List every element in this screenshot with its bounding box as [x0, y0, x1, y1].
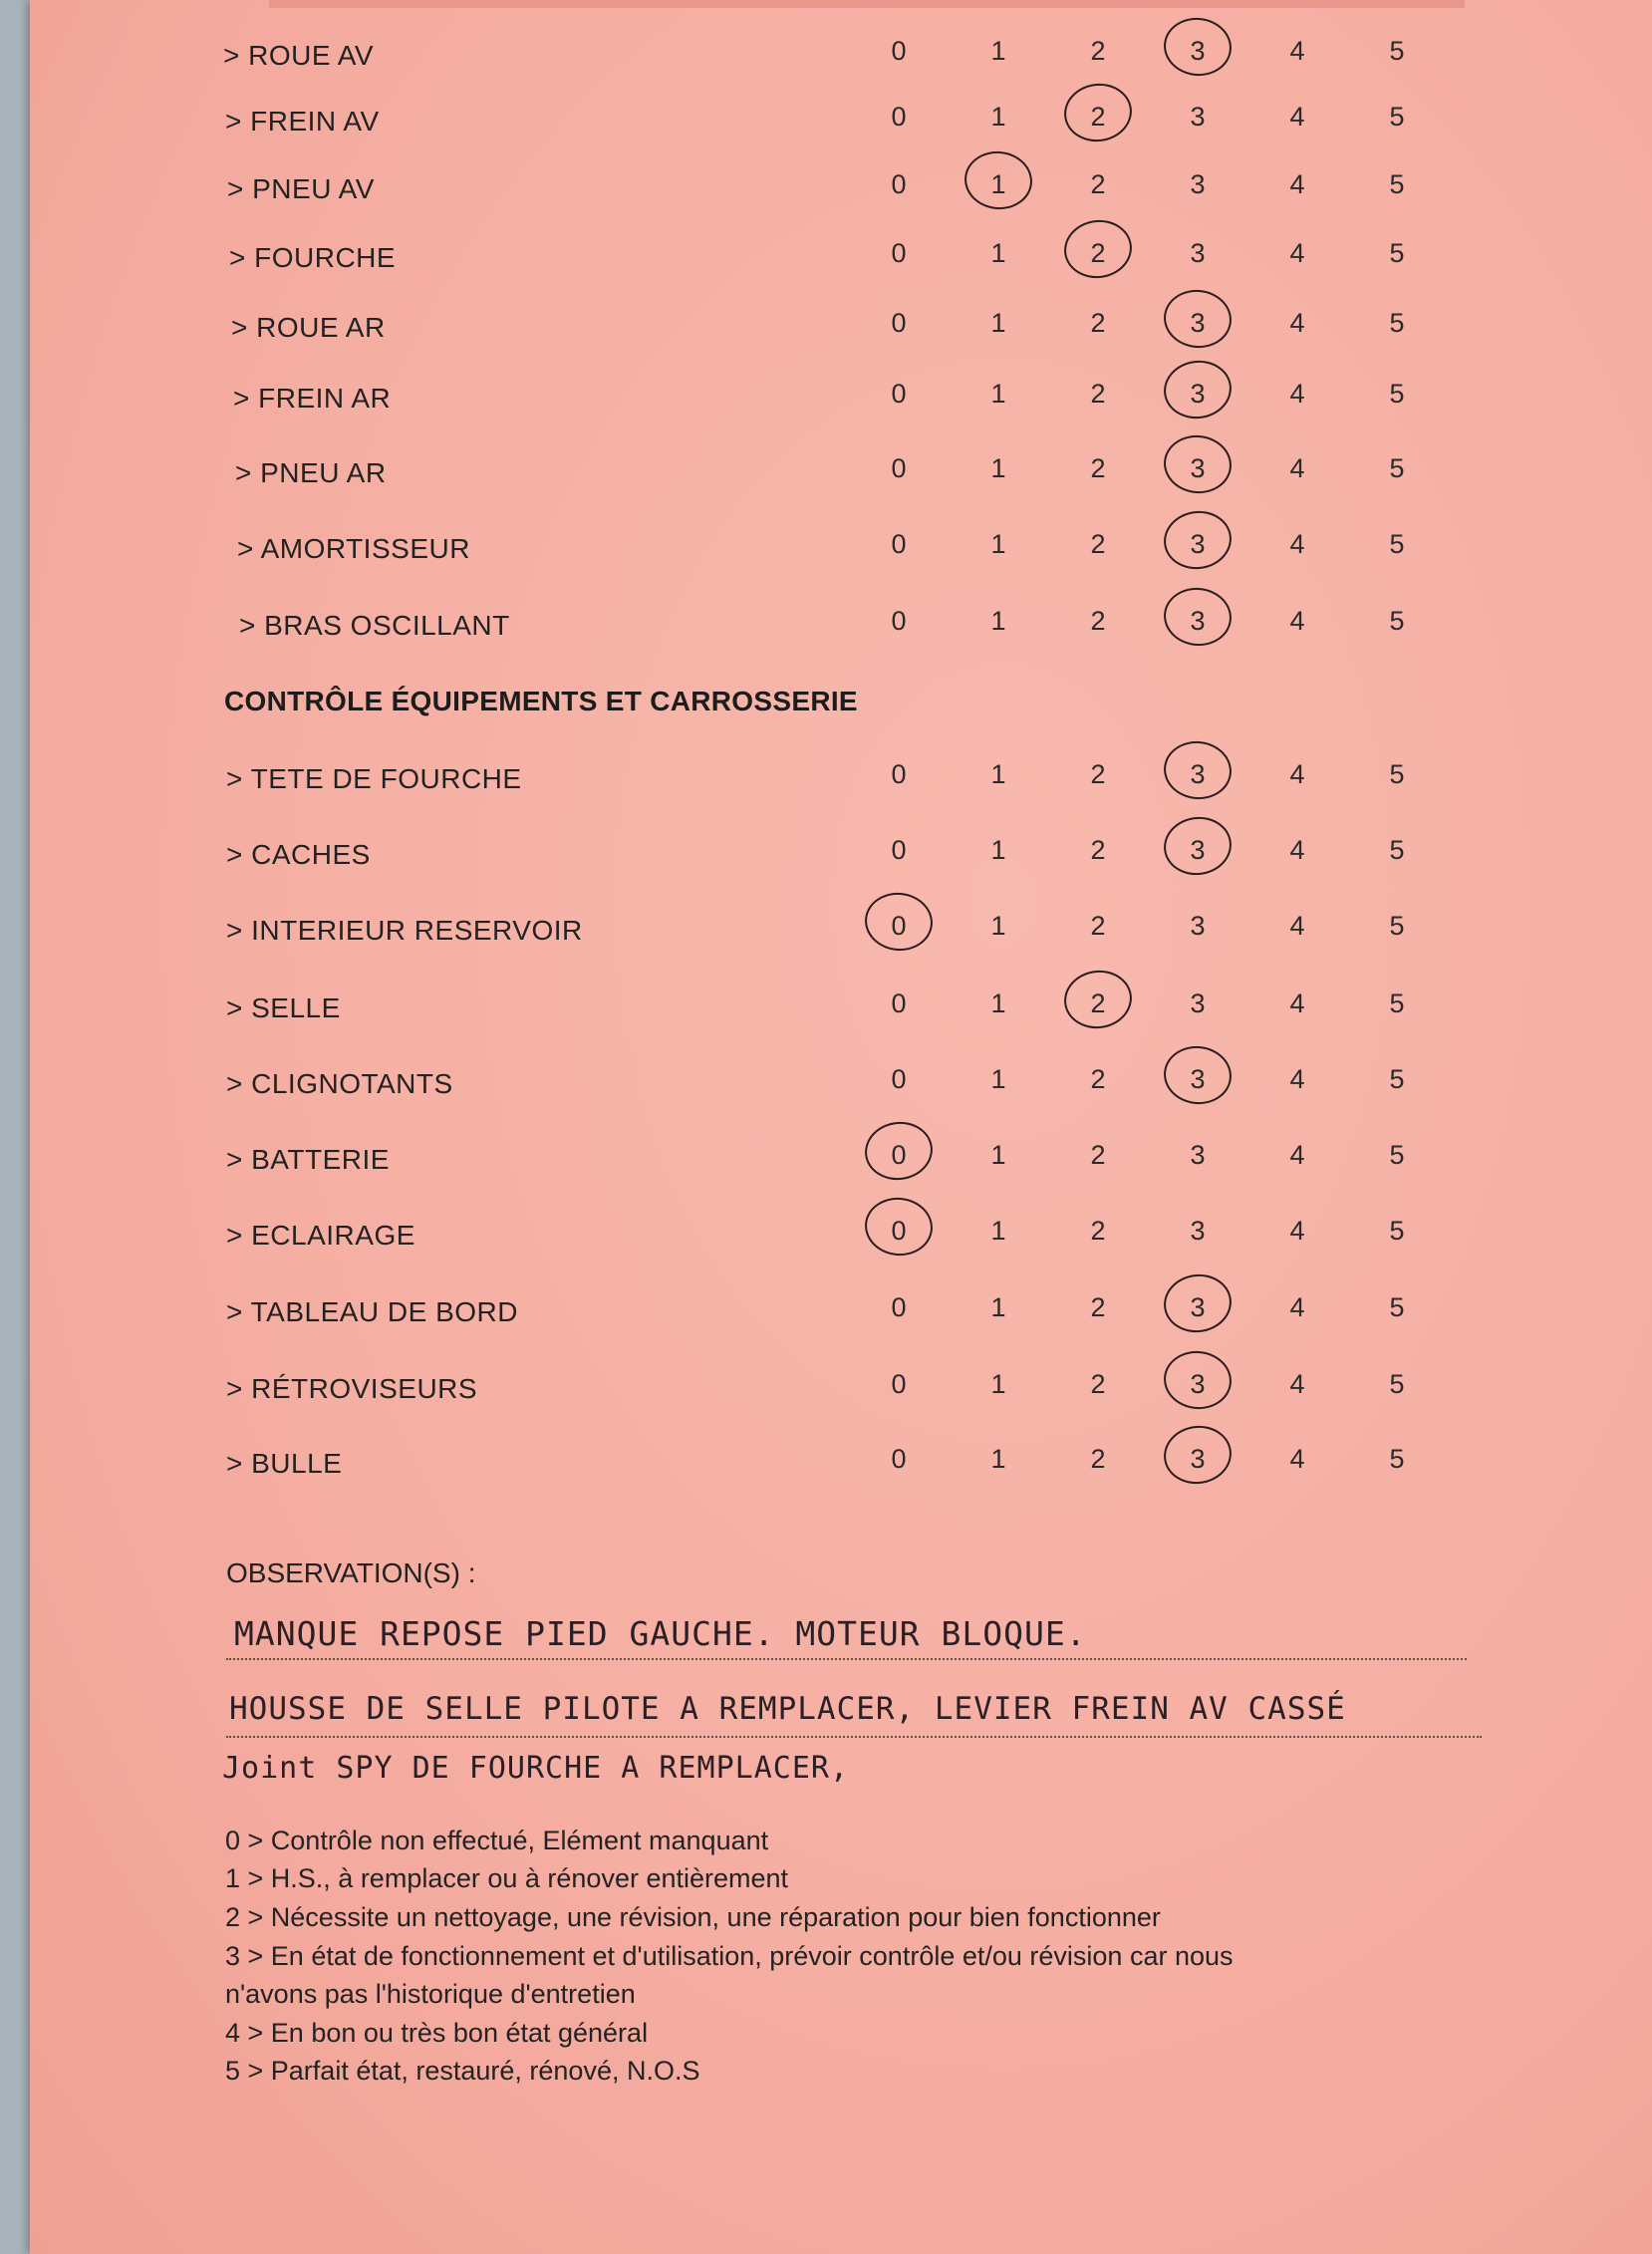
- score-2: 2: [1090, 36, 1106, 66]
- score-5: 5: [1389, 835, 1405, 865]
- score-4: 4: [1289, 169, 1305, 199]
- score-5: 5: [1389, 102, 1405, 132]
- score-3: 3: [1190, 36, 1206, 66]
- score-1: 1: [990, 169, 1006, 199]
- score-1: 1: [990, 36, 1006, 66]
- score-4: 4: [1289, 453, 1305, 483]
- score-3: 3: [1190, 1216, 1206, 1246]
- row-label: > ROUE AR: [231, 312, 386, 343]
- score-1: 1: [990, 453, 1006, 483]
- legend-line-3-continued: n'avons pas l'historique d'entretien: [225, 1979, 636, 2009]
- score-1: 1: [990, 606, 1006, 636]
- score-1: 1: [990, 835, 1006, 865]
- score-3: 3: [1190, 988, 1206, 1018]
- score-2: 2: [1090, 529, 1106, 559]
- score-4: 4: [1289, 1064, 1305, 1094]
- row-label: > BATTERIE: [226, 1144, 390, 1175]
- row-label: > BULLE: [226, 1448, 343, 1479]
- score-1: 1: [990, 1444, 1006, 1474]
- score-3: 3: [1190, 835, 1206, 865]
- legend-line-2: 2 > Nécessite un nettoyage, une révision, une réparation pour bien fonctionner: [225, 1902, 1161, 1932]
- score-5: 5: [1389, 1444, 1405, 1474]
- score-3: 3: [1190, 308, 1206, 338]
- score-3: 3: [1190, 238, 1206, 268]
- score-3: 3: [1190, 169, 1206, 199]
- score-1: 1: [990, 102, 1006, 132]
- score-0: 0: [891, 36, 907, 66]
- score-1: 1: [990, 308, 1006, 338]
- score-0: 0: [891, 1444, 907, 1474]
- row-label: > SELLE: [226, 992, 341, 1023]
- legend-line-5: 5 > Parfait état, restauré, rénové, N.O.S: [225, 2056, 700, 2086]
- score-2: 2: [1090, 911, 1106, 941]
- score-2: 2: [1090, 1064, 1106, 1094]
- observation-line-2: HOUSSE DE SELLE PILOTE A REMPLACER, LEVIER FREIN AV CASSÉ: [229, 1691, 1346, 1727]
- score-4: 4: [1289, 988, 1305, 1018]
- observation-line-3: Joint SPY DE FOURCHE A REMPLACER,: [222, 1751, 850, 1786]
- score-3: 3: [1190, 1140, 1206, 1170]
- score-3: 3: [1190, 1292, 1206, 1322]
- score-1: 1: [990, 1064, 1006, 1094]
- score-3: 3: [1190, 453, 1206, 483]
- score-1: 1: [990, 379, 1006, 409]
- row-label: > PNEU AV: [227, 173, 375, 204]
- score-3: 3: [1190, 529, 1206, 559]
- row-label: > ROUE AV: [223, 40, 375, 71]
- score-3: 3: [1190, 759, 1206, 789]
- dotted-rule-1: [226, 1658, 1467, 1660]
- score-5: 5: [1389, 379, 1405, 409]
- score-0: 0: [891, 606, 907, 636]
- score-4: 4: [1289, 1444, 1305, 1474]
- score-5: 5: [1389, 988, 1405, 1018]
- score-2: 2: [1090, 988, 1106, 1018]
- legend-line-3: 3 > En état de fonctionnement et d'utilisation, prévoir contrôle et/ou révision car nous: [225, 1941, 1234, 1971]
- score-2: 2: [1090, 1444, 1106, 1474]
- score-5: 5: [1389, 911, 1405, 941]
- score-2: 2: [1090, 1292, 1106, 1322]
- observations-label: OBSERVATION(S) :: [226, 1557, 476, 1588]
- score-3: 3: [1190, 606, 1206, 636]
- score-0: 0: [891, 911, 907, 941]
- score-1: 1: [990, 988, 1006, 1018]
- legend-line-1: 1 > H.S., à remplacer ou à rénover entièrement: [225, 1863, 789, 1893]
- row-label: > FREIN AV: [225, 106, 380, 137]
- row-label: > TETE DE FOURCHE: [226, 763, 522, 794]
- row-label: > ECLAIRAGE: [226, 1220, 415, 1251]
- score-3: 3: [1190, 1064, 1206, 1094]
- score-2: 2: [1090, 379, 1106, 409]
- score-3: 3: [1190, 1369, 1206, 1399]
- row-label: > FREIN AR: [233, 383, 392, 414]
- score-5: 5: [1389, 1064, 1405, 1094]
- score-3: 3: [1190, 102, 1206, 132]
- row-label: > PNEU AR: [235, 457, 387, 488]
- row-label: > CACHES: [226, 839, 371, 870]
- score-0: 0: [891, 759, 907, 789]
- score-5: 5: [1389, 1292, 1405, 1322]
- score-5: 5: [1389, 759, 1405, 789]
- row-label: > INTERIEUR RESERVOIR: [226, 915, 583, 946]
- score-4: 4: [1289, 1292, 1305, 1322]
- score-2: 2: [1090, 308, 1106, 338]
- score-3: 3: [1190, 1444, 1206, 1474]
- score-2: 2: [1090, 453, 1106, 483]
- score-4: 4: [1289, 238, 1305, 268]
- score-5: 5: [1389, 529, 1405, 559]
- score-5: 5: [1389, 606, 1405, 636]
- score-0: 0: [891, 1292, 907, 1322]
- row-label: > CLIGNOTANTS: [226, 1068, 453, 1099]
- score-0: 0: [891, 1369, 907, 1399]
- score-5: 5: [1389, 308, 1405, 338]
- score-4: 4: [1289, 308, 1305, 338]
- score-3: 3: [1190, 911, 1206, 941]
- score-0: 0: [891, 1140, 907, 1170]
- score-4: 4: [1289, 379, 1305, 409]
- paper-sheet: [30, 0, 1652, 2254]
- dotted-rule-2: [226, 1736, 1482, 1738]
- score-0: 0: [891, 988, 907, 1018]
- score-0: 0: [891, 102, 907, 132]
- score-1: 1: [990, 238, 1006, 268]
- score-1: 1: [990, 529, 1006, 559]
- score-2: 2: [1090, 169, 1106, 199]
- observation-line-1: MANQUE REPOSE PIED GAUCHE. MOTEUR BLOQUE.: [234, 1614, 1087, 1653]
- score-2: 2: [1090, 1216, 1106, 1246]
- section-heading: CONTRÔLE ÉQUIPEMENTS ET CARROSSERIE: [224, 686, 858, 716]
- score-2: 2: [1090, 759, 1106, 789]
- score-0: 0: [891, 835, 907, 865]
- score-5: 5: [1389, 1369, 1405, 1399]
- score-2: 2: [1090, 238, 1106, 268]
- score-4: 4: [1289, 529, 1305, 559]
- score-0: 0: [891, 453, 907, 483]
- score-0: 0: [891, 529, 907, 559]
- score-4: 4: [1289, 36, 1305, 66]
- score-4: 4: [1289, 759, 1305, 789]
- score-2: 2: [1090, 835, 1106, 865]
- score-1: 1: [990, 1140, 1006, 1170]
- score-4: 4: [1289, 102, 1305, 132]
- score-4: 4: [1289, 911, 1305, 941]
- score-5: 5: [1389, 238, 1405, 268]
- row-label: > AMORTISSEUR: [237, 533, 470, 564]
- row-label: > BRAS OSCILLANT: [239, 610, 510, 641]
- legend-line-0: 0 > Contrôle non effectué, Elément manquant: [225, 1826, 769, 1855]
- score-4: 4: [1289, 1140, 1305, 1170]
- score-5: 5: [1389, 36, 1405, 66]
- score-0: 0: [891, 1064, 907, 1094]
- score-0: 0: [891, 308, 907, 338]
- score-2: 2: [1090, 1369, 1106, 1399]
- score-0: 0: [891, 1216, 907, 1246]
- score-1: 1: [990, 759, 1006, 789]
- score-2: 2: [1090, 102, 1106, 132]
- score-5: 5: [1389, 1140, 1405, 1170]
- score-1: 1: [990, 911, 1006, 941]
- score-1: 1: [990, 1369, 1006, 1399]
- score-1: 1: [990, 1216, 1006, 1246]
- score-3: 3: [1190, 379, 1206, 409]
- score-0: 0: [891, 238, 907, 268]
- score-4: 4: [1289, 606, 1305, 636]
- score-4: 4: [1289, 1216, 1305, 1246]
- score-1: 1: [990, 1292, 1006, 1322]
- score-2: 2: [1090, 606, 1106, 636]
- score-0: 0: [891, 169, 907, 199]
- sheet-top-edge: [269, 0, 1465, 8]
- score-4: 4: [1289, 835, 1305, 865]
- score-5: 5: [1389, 169, 1405, 199]
- score-4: 4: [1289, 1369, 1305, 1399]
- score-0: 0: [891, 379, 907, 409]
- row-label: > FOURCHE: [229, 242, 397, 273]
- row-label: > RÉTROVISEURS: [226, 1373, 478, 1404]
- score-2: 2: [1090, 1140, 1106, 1170]
- row-label: > TABLEAU DE BORD: [226, 1296, 518, 1327]
- score-5: 5: [1389, 1216, 1405, 1246]
- legend-line-4: 4 > En bon ou très bon état général: [225, 2018, 649, 2048]
- score-5: 5: [1389, 453, 1405, 483]
